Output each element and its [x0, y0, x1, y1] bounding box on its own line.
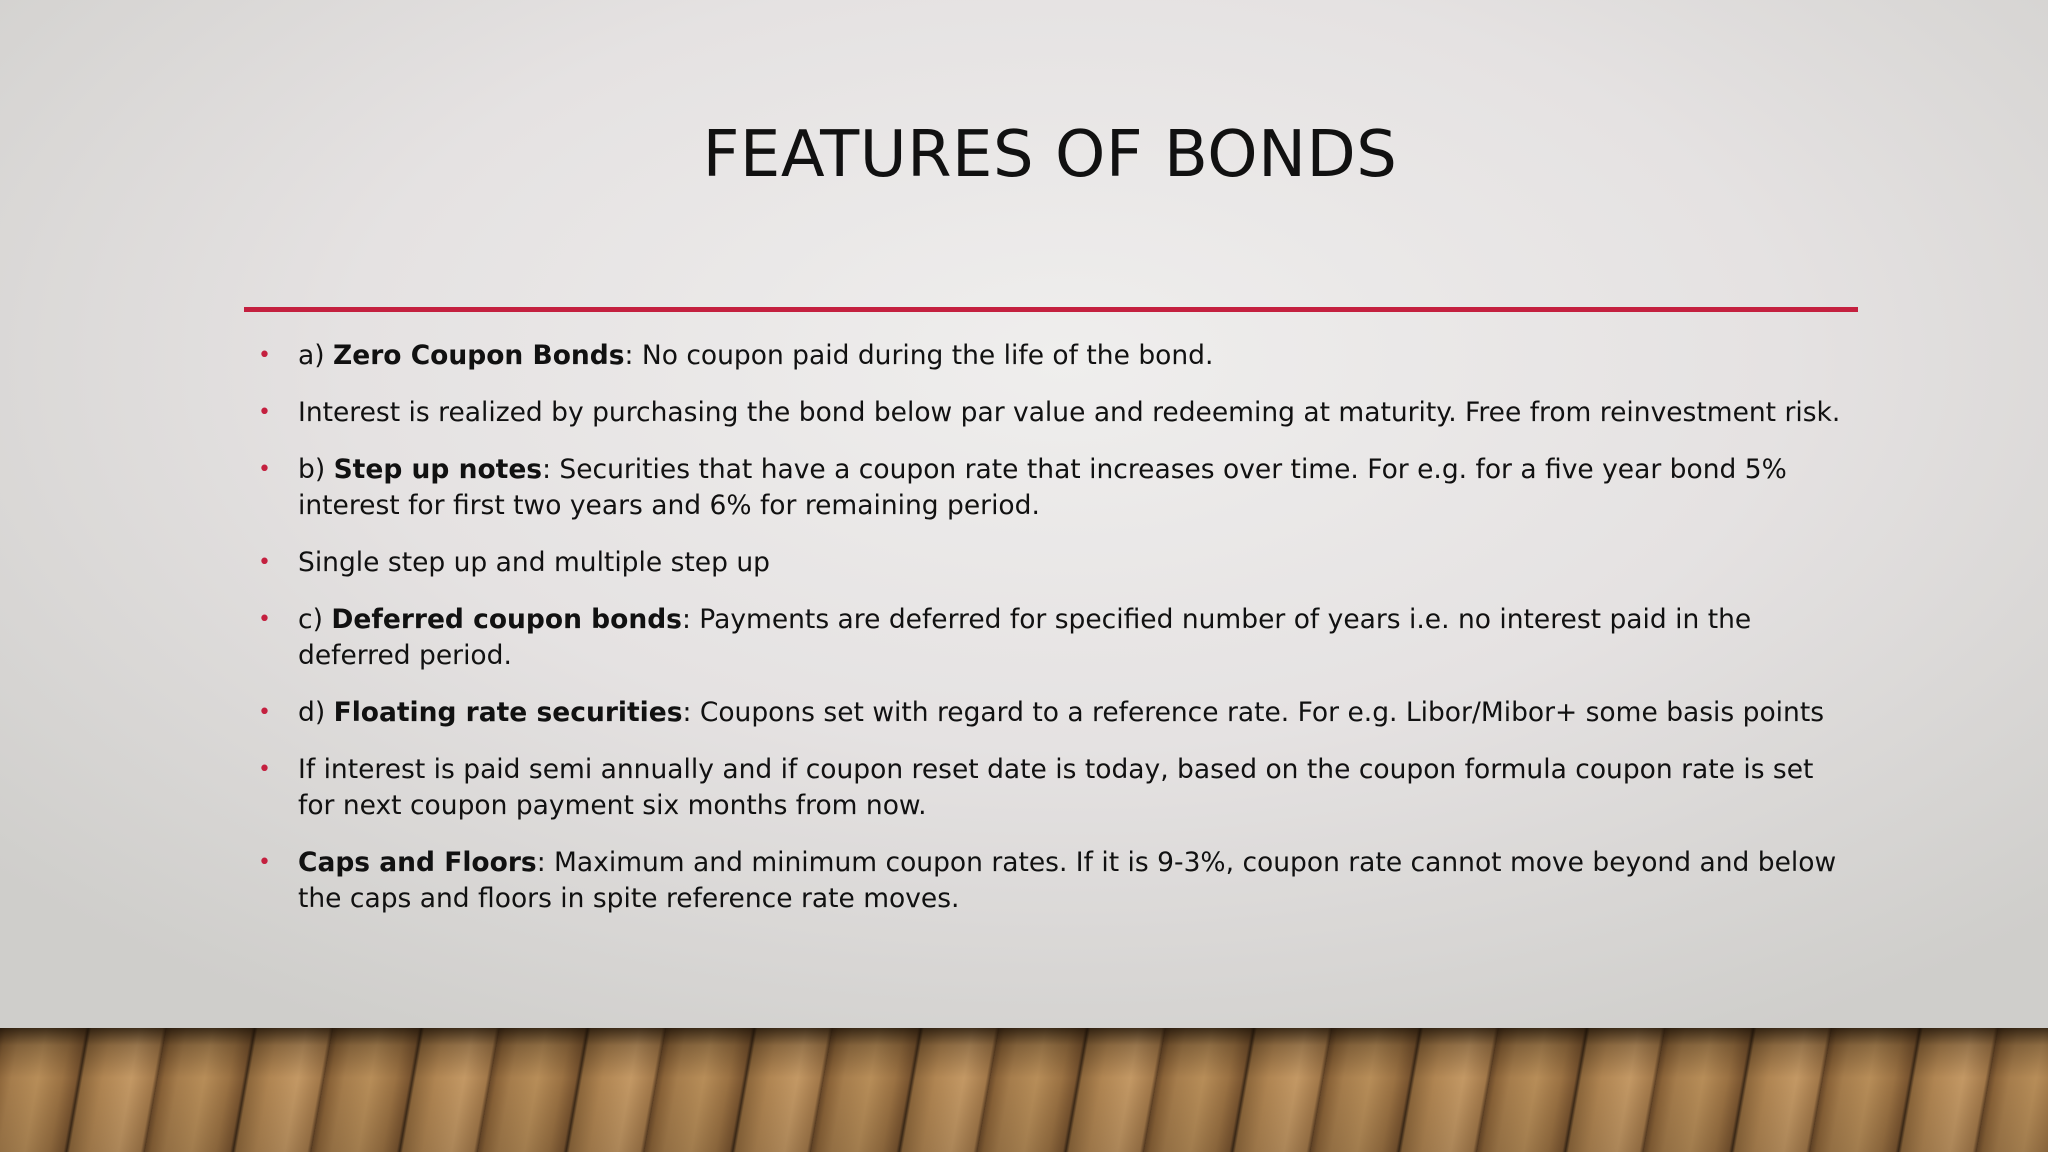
- bullet-prefix: b): [298, 454, 334, 485]
- bullet-item: [258, 452, 1858, 524]
- bullet-item: [258, 845, 1858, 917]
- bullet-dot-icon: •: [258, 850, 271, 875]
- wood-floor: [0, 1028, 2048, 1152]
- bullet-item: [258, 695, 1858, 731]
- bullet-prefix: c): [298, 604, 332, 635]
- bullet-term: Deferred coupon bonds: [331, 604, 682, 635]
- bullet-term: Caps and Floors: [298, 847, 537, 878]
- bullet-item: [258, 752, 1858, 824]
- bullet-prefix: d): [298, 697, 334, 728]
- bullet-text: If interest is paid semi annually and if coupon reset date is today, based on the coupon formula coupon rate is set for next coupon payment six months from now.: [298, 754, 1814, 821]
- bullet-text: : Payments are deferred for specified number of years i.e. no interest paid in the deferred period.: [298, 604, 1752, 671]
- title-divider: [244, 307, 1858, 312]
- bullet-dot-icon: •: [258, 550, 271, 575]
- bullet-text: : Maximum and minimum coupon rates. If it is 9-3%, coupon rate cannot move beyond and below the caps and floors in spite reference rate moves.: [298, 847, 1837, 914]
- bullet-dot-icon: •: [258, 400, 271, 425]
- bullet-dot-icon: •: [258, 700, 271, 725]
- bullet-item: [258, 395, 1858, 431]
- bullet-term: Floating rate securities: [333, 697, 683, 728]
- bullet-list: [258, 338, 1858, 938]
- slide-title: FEATURES OF BONDS: [702, 118, 1398, 192]
- bullet-text: : Coupons set with regard to a reference rate. For e.g. Libor/Mibor+ some basis points: [682, 697, 1825, 728]
- bullet-dot-icon: •: [258, 757, 271, 782]
- bullet-text: Single step up and multiple step up: [298, 547, 770, 578]
- bullet-term: Zero Coupon Bonds: [333, 340, 625, 371]
- bullet-text: : Securities that have a coupon rate that increases over time. For e.g. for a five year bond 5% interest for first two years and 6% for remaining period.: [298, 454, 1787, 521]
- bullet-prefix: a): [298, 340, 334, 371]
- bullet-dot-icon: •: [258, 607, 271, 632]
- bullet-text: : No coupon paid during the life of the bond.: [624, 340, 1214, 371]
- bullet-dot-icon: •: [258, 457, 271, 482]
- bullet-text: Interest is realized by purchasing the bond below par value and redeeming at maturity. Free from reinvestment risk.: [298, 397, 1841, 428]
- floor-shadow: [0, 1028, 2048, 1152]
- bullet-item: [258, 338, 1858, 374]
- bullet-dot-icon: •: [258, 343, 271, 368]
- bullet-item: [258, 602, 1858, 674]
- bullet-item: [258, 545, 1858, 581]
- bullet-term: Step up notes: [333, 454, 543, 485]
